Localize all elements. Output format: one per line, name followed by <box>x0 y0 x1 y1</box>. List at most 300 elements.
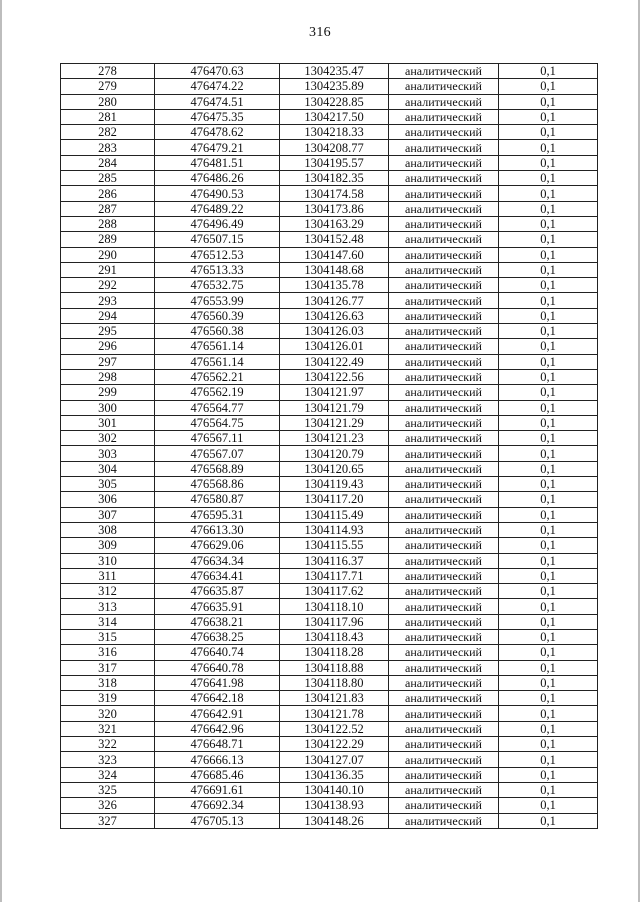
method-cell: аналитический <box>389 94 499 109</box>
accuracy-cell: 0,1 <box>499 216 598 231</box>
table-row <box>61 400 598 415</box>
accuracy-cell: 0,1 <box>499 232 598 247</box>
accuracy-cell: 0,1 <box>499 752 598 767</box>
y-coordinate-cell: 1304118.80 <box>280 675 389 690</box>
x-coordinate-cell: 476568.89 <box>155 461 280 476</box>
table-row <box>61 568 598 583</box>
point-number-cell: 302 <box>61 431 155 446</box>
method-cell: аналитический <box>389 216 499 231</box>
accuracy-cell: 0,1 <box>499 492 598 507</box>
point-number-cell: 281 <box>61 109 155 124</box>
page-number: 316 <box>309 25 331 40</box>
table-row <box>61 553 598 568</box>
y-coordinate-cell: 1304114.93 <box>280 522 389 537</box>
method-cell: аналитический <box>389 446 499 461</box>
x-coordinate-cell: 476691.61 <box>155 782 280 797</box>
accuracy-cell: 0,1 <box>499 64 598 79</box>
table-row <box>61 522 598 537</box>
point-number-cell: 306 <box>61 492 155 507</box>
x-coordinate-cell: 476489.22 <box>155 201 280 216</box>
accuracy-cell: 0,1 <box>499 94 598 109</box>
x-coordinate-cell: 476532.75 <box>155 278 280 293</box>
table-row <box>61 645 598 660</box>
y-coordinate-cell: 1304119.43 <box>280 477 389 492</box>
y-coordinate-cell: 1304121.23 <box>280 431 389 446</box>
accuracy-cell: 0,1 <box>499 629 598 644</box>
y-coordinate-cell: 1304235.47 <box>280 64 389 79</box>
y-coordinate-cell: 1304174.58 <box>280 186 389 201</box>
x-coordinate-cell: 476640.78 <box>155 660 280 675</box>
method-cell: аналитический <box>389 140 499 155</box>
accuracy-cell: 0,1 <box>499 262 598 277</box>
x-coordinate-cell: 476634.41 <box>155 568 280 583</box>
accuracy-cell: 0,1 <box>499 645 598 660</box>
point-number-cell: 303 <box>61 446 155 461</box>
point-number-cell: 301 <box>61 415 155 430</box>
y-coordinate-cell: 1304195.57 <box>280 155 389 170</box>
table-row <box>61 140 598 155</box>
point-number-cell: 322 <box>61 737 155 752</box>
x-coordinate-cell: 476567.11 <box>155 431 280 446</box>
method-cell: аналитический <box>389 691 499 706</box>
y-coordinate-cell: 1304208.77 <box>280 140 389 155</box>
y-coordinate-cell: 1304182.35 <box>280 171 389 186</box>
table-row <box>61 109 598 124</box>
y-coordinate-cell: 1304117.71 <box>280 568 389 583</box>
table-row <box>61 415 598 430</box>
x-coordinate-cell: 476635.91 <box>155 599 280 614</box>
method-cell: аналитический <box>389 782 499 797</box>
method-cell: аналитический <box>389 109 499 124</box>
accuracy-cell: 0,1 <box>499 706 598 721</box>
x-coordinate-cell: 476490.53 <box>155 186 280 201</box>
table-row <box>61 798 598 813</box>
accuracy-cell: 0,1 <box>499 798 598 813</box>
y-coordinate-cell: 1304152.48 <box>280 232 389 247</box>
point-number-cell: 327 <box>61 813 155 828</box>
table-row <box>61 247 598 262</box>
point-number-cell: 285 <box>61 171 155 186</box>
table-row <box>61 813 598 828</box>
point-number-cell: 315 <box>61 629 155 644</box>
x-coordinate-cell: 476705.13 <box>155 813 280 828</box>
accuracy-cell: 0,1 <box>499 461 598 476</box>
accuracy-cell: 0,1 <box>499 538 598 553</box>
accuracy-cell: 0,1 <box>499 171 598 186</box>
table-row <box>61 64 598 79</box>
x-coordinate-cell: 476478.62 <box>155 125 280 140</box>
x-coordinate-cell: 476564.75 <box>155 415 280 430</box>
table-row <box>61 599 598 614</box>
y-coordinate-cell: 1304138.93 <box>280 798 389 813</box>
accuracy-cell: 0,1 <box>499 385 598 400</box>
accuracy-cell: 0,1 <box>499 354 598 369</box>
x-coordinate-cell: 476512.53 <box>155 247 280 262</box>
method-cell: аналитический <box>389 431 499 446</box>
accuracy-cell: 0,1 <box>499 369 598 384</box>
method-cell: аналитический <box>389 706 499 721</box>
table-row <box>61 308 598 323</box>
accuracy-cell: 0,1 <box>499 415 598 430</box>
y-coordinate-cell: 1304126.03 <box>280 324 389 339</box>
point-number-cell: 317 <box>61 660 155 675</box>
table-row <box>61 171 598 186</box>
point-number-cell: 289 <box>61 232 155 247</box>
accuracy-cell: 0,1 <box>499 553 598 568</box>
method-cell: аналитический <box>389 247 499 262</box>
point-number-cell: 290 <box>61 247 155 262</box>
table-row <box>61 477 598 492</box>
x-coordinate-cell: 476553.99 <box>155 293 280 308</box>
point-number-cell: 279 <box>61 79 155 94</box>
accuracy-cell: 0,1 <box>499 721 598 736</box>
y-coordinate-cell: 1304121.79 <box>280 400 389 415</box>
x-coordinate-cell: 476642.91 <box>155 706 280 721</box>
method-cell: аналитический <box>389 568 499 583</box>
accuracy-cell: 0,1 <box>499 308 598 323</box>
accuracy-cell: 0,1 <box>499 477 598 492</box>
accuracy-cell: 0,1 <box>499 79 598 94</box>
x-coordinate-cell: 476641.98 <box>155 675 280 690</box>
point-number-cell: 318 <box>61 675 155 690</box>
table-row <box>61 492 598 507</box>
x-coordinate-cell: 476479.21 <box>155 140 280 155</box>
x-coordinate-cell: 476561.14 <box>155 339 280 354</box>
point-number-cell: 287 <box>61 201 155 216</box>
y-coordinate-cell: 1304118.10 <box>280 599 389 614</box>
method-cell: аналитический <box>389 339 499 354</box>
method-cell: аналитический <box>389 400 499 415</box>
table-row <box>61 431 598 446</box>
y-coordinate-cell: 1304118.43 <box>280 629 389 644</box>
y-coordinate-cell: 1304126.77 <box>280 293 389 308</box>
x-coordinate-cell: 476685.46 <box>155 767 280 782</box>
accuracy-cell: 0,1 <box>499 278 598 293</box>
coordinates-table-body <box>61 64 598 829</box>
method-cell: аналитический <box>389 155 499 170</box>
method-cell: аналитический <box>389 201 499 216</box>
x-coordinate-cell: 476470.63 <box>155 64 280 79</box>
accuracy-cell: 0,1 <box>499 109 598 124</box>
y-coordinate-cell: 1304127.07 <box>280 752 389 767</box>
table-row <box>61 369 598 384</box>
y-coordinate-cell: 1304122.49 <box>280 354 389 369</box>
accuracy-cell: 0,1 <box>499 614 598 629</box>
y-coordinate-cell: 1304120.79 <box>280 446 389 461</box>
method-cell: аналитический <box>389 614 499 629</box>
y-coordinate-cell: 1304228.85 <box>280 94 389 109</box>
table-row <box>61 125 598 140</box>
y-coordinate-cell: 1304117.96 <box>280 614 389 629</box>
y-coordinate-cell: 1304148.68 <box>280 262 389 277</box>
accuracy-cell: 0,1 <box>499 339 598 354</box>
accuracy-cell: 0,1 <box>499 675 598 690</box>
y-coordinate-cell: 1304135.78 <box>280 278 389 293</box>
x-coordinate-cell: 476692.34 <box>155 798 280 813</box>
point-number-cell: 312 <box>61 584 155 599</box>
x-coordinate-cell: 476642.96 <box>155 721 280 736</box>
y-coordinate-cell: 1304122.52 <box>280 721 389 736</box>
y-coordinate-cell: 1304115.49 <box>280 507 389 522</box>
accuracy-cell: 0,1 <box>499 660 598 675</box>
x-coordinate-cell: 476648.71 <box>155 737 280 752</box>
table-row <box>61 706 598 721</box>
method-cell: аналитический <box>389 752 499 767</box>
method-cell: аналитический <box>389 232 499 247</box>
method-cell: аналитический <box>389 538 499 553</box>
point-number-cell: 325 <box>61 782 155 797</box>
table-row <box>61 278 598 293</box>
x-coordinate-cell: 476580.87 <box>155 492 280 507</box>
method-cell: аналитический <box>389 461 499 476</box>
y-coordinate-cell: 1304126.63 <box>280 308 389 323</box>
accuracy-cell: 0,1 <box>499 767 598 782</box>
table-row <box>61 767 598 782</box>
point-number-cell: 278 <box>61 64 155 79</box>
table-row <box>61 782 598 797</box>
table-row <box>61 752 598 767</box>
method-cell: аналитический <box>389 522 499 537</box>
method-cell: аналитический <box>389 721 499 736</box>
accuracy-cell: 0,1 <box>499 813 598 828</box>
x-coordinate-cell: 476562.19 <box>155 385 280 400</box>
y-coordinate-cell: 1304163.29 <box>280 216 389 231</box>
table-row <box>61 538 598 553</box>
point-number-cell: 295 <box>61 324 155 339</box>
method-cell: аналитический <box>389 675 499 690</box>
table-row <box>61 461 598 476</box>
table-row <box>61 737 598 752</box>
x-coordinate-cell: 476561.14 <box>155 354 280 369</box>
point-number-cell: 319 <box>61 691 155 706</box>
point-number-cell: 309 <box>61 538 155 553</box>
accuracy-cell: 0,1 <box>499 584 598 599</box>
x-coordinate-cell: 476595.31 <box>155 507 280 522</box>
x-coordinate-cell: 476640.74 <box>155 645 280 660</box>
method-cell: аналитический <box>389 262 499 277</box>
method-cell: аналитический <box>389 599 499 614</box>
point-number-cell: 294 <box>61 308 155 323</box>
table-row <box>61 324 598 339</box>
table-row <box>61 262 598 277</box>
scan-edge-left <box>0 0 2 902</box>
point-number-cell: 314 <box>61 614 155 629</box>
method-cell: аналитический <box>389 584 499 599</box>
x-coordinate-cell: 476568.86 <box>155 477 280 492</box>
method-cell: аналитический <box>389 660 499 675</box>
y-coordinate-cell: 1304140.10 <box>280 782 389 797</box>
point-number-cell: 320 <box>61 706 155 721</box>
x-coordinate-cell: 476474.51 <box>155 94 280 109</box>
x-coordinate-cell: 476560.38 <box>155 324 280 339</box>
point-number-cell: 283 <box>61 140 155 155</box>
table-row <box>61 216 598 231</box>
y-coordinate-cell: 1304118.88 <box>280 660 389 675</box>
accuracy-cell: 0,1 <box>499 155 598 170</box>
method-cell: аналитический <box>389 492 499 507</box>
y-coordinate-cell: 1304121.78 <box>280 706 389 721</box>
y-coordinate-cell: 1304148.26 <box>280 813 389 828</box>
accuracy-cell: 0,1 <box>499 446 598 461</box>
y-coordinate-cell: 1304116.37 <box>280 553 389 568</box>
x-coordinate-cell: 476629.06 <box>155 538 280 553</box>
x-coordinate-cell: 476638.21 <box>155 614 280 629</box>
table-row <box>61 186 598 201</box>
accuracy-cell: 0,1 <box>499 324 598 339</box>
point-number-cell: 284 <box>61 155 155 170</box>
y-coordinate-cell: 1304117.20 <box>280 492 389 507</box>
accuracy-cell: 0,1 <box>499 522 598 537</box>
method-cell: аналитический <box>389 64 499 79</box>
point-number-cell: 291 <box>61 262 155 277</box>
y-coordinate-cell: 1304115.55 <box>280 538 389 553</box>
method-cell: аналитический <box>389 171 499 186</box>
method-cell: аналитический <box>389 415 499 430</box>
point-number-cell: 310 <box>61 553 155 568</box>
y-coordinate-cell: 1304136.35 <box>280 767 389 782</box>
y-coordinate-cell: 1304126.01 <box>280 339 389 354</box>
method-cell: аналитический <box>389 385 499 400</box>
method-cell: аналитический <box>389 553 499 568</box>
x-coordinate-cell: 476475.35 <box>155 109 280 124</box>
method-cell: аналитический <box>389 369 499 384</box>
method-cell: аналитический <box>389 308 499 323</box>
method-cell: аналитический <box>389 354 499 369</box>
x-coordinate-cell: 476567.07 <box>155 446 280 461</box>
point-number-cell: 282 <box>61 125 155 140</box>
accuracy-cell: 0,1 <box>499 507 598 522</box>
accuracy-cell: 0,1 <box>499 247 598 262</box>
point-number-cell: 305 <box>61 477 155 492</box>
table-row <box>61 675 598 690</box>
point-number-cell: 308 <box>61 522 155 537</box>
accuracy-cell: 0,1 <box>499 599 598 614</box>
table-row <box>61 629 598 644</box>
x-coordinate-cell: 476666.13 <box>155 752 280 767</box>
accuracy-cell: 0,1 <box>499 431 598 446</box>
x-coordinate-cell: 476513.33 <box>155 262 280 277</box>
x-coordinate-cell: 476635.87 <box>155 584 280 599</box>
y-coordinate-cell: 1304217.50 <box>280 109 389 124</box>
point-number-cell: 304 <box>61 461 155 476</box>
table-row <box>61 584 598 599</box>
x-coordinate-cell: 476474.22 <box>155 79 280 94</box>
x-coordinate-cell: 476564.77 <box>155 400 280 415</box>
table-row <box>61 79 598 94</box>
table-row <box>61 507 598 522</box>
point-number-cell: 300 <box>61 400 155 415</box>
y-coordinate-cell: 1304122.56 <box>280 369 389 384</box>
y-coordinate-cell: 1304235.89 <box>280 79 389 94</box>
table-row <box>61 155 598 170</box>
method-cell: аналитический <box>389 813 499 828</box>
point-number-cell: 313 <box>61 599 155 614</box>
accuracy-cell: 0,1 <box>499 782 598 797</box>
x-coordinate-cell: 476642.18 <box>155 691 280 706</box>
method-cell: аналитический <box>389 645 499 660</box>
y-coordinate-cell: 1304117.62 <box>280 584 389 599</box>
point-number-cell: 288 <box>61 216 155 231</box>
x-coordinate-cell: 476496.49 <box>155 216 280 231</box>
table-row <box>61 446 598 461</box>
y-coordinate-cell: 1304218.33 <box>280 125 389 140</box>
method-cell: аналитический <box>389 737 499 752</box>
accuracy-cell: 0,1 <box>499 400 598 415</box>
method-cell: аналитический <box>389 293 499 308</box>
x-coordinate-cell: 476486.26 <box>155 171 280 186</box>
accuracy-cell: 0,1 <box>499 568 598 583</box>
method-cell: аналитический <box>389 798 499 813</box>
method-cell: аналитический <box>389 125 499 140</box>
point-number-cell: 316 <box>61 645 155 660</box>
accuracy-cell: 0,1 <box>499 691 598 706</box>
point-number-cell: 293 <box>61 293 155 308</box>
point-number-cell: 299 <box>61 385 155 400</box>
x-coordinate-cell: 476481.51 <box>155 155 280 170</box>
method-cell: аналитический <box>389 767 499 782</box>
table-row <box>61 614 598 629</box>
x-coordinate-cell: 476560.39 <box>155 308 280 323</box>
table-row <box>61 201 598 216</box>
table-row <box>61 94 598 109</box>
point-number-cell: 286 <box>61 186 155 201</box>
y-coordinate-cell: 1304173.86 <box>280 201 389 216</box>
point-number-cell: 326 <box>61 798 155 813</box>
y-coordinate-cell: 1304120.65 <box>280 461 389 476</box>
y-coordinate-cell: 1304147.60 <box>280 247 389 262</box>
table-row <box>61 354 598 369</box>
method-cell: аналитический <box>389 507 499 522</box>
accuracy-cell: 0,1 <box>499 201 598 216</box>
point-number-cell: 292 <box>61 278 155 293</box>
table-row <box>61 339 598 354</box>
table-row <box>61 691 598 706</box>
y-coordinate-cell: 1304121.97 <box>280 385 389 400</box>
x-coordinate-cell: 476634.34 <box>155 553 280 568</box>
y-coordinate-cell: 1304122.29 <box>280 737 389 752</box>
x-coordinate-cell: 476562.21 <box>155 369 280 384</box>
accuracy-cell: 0,1 <box>499 186 598 201</box>
y-coordinate-cell: 1304121.83 <box>280 691 389 706</box>
point-number-cell: 297 <box>61 354 155 369</box>
accuracy-cell: 0,1 <box>499 125 598 140</box>
point-number-cell: 311 <box>61 568 155 583</box>
coordinates-table <box>60 63 598 829</box>
point-number-cell: 307 <box>61 507 155 522</box>
accuracy-cell: 0,1 <box>499 293 598 308</box>
method-cell: аналитический <box>389 629 499 644</box>
method-cell: аналитический <box>389 79 499 94</box>
method-cell: аналитический <box>389 278 499 293</box>
method-cell: аналитический <box>389 324 499 339</box>
table-row <box>61 385 598 400</box>
method-cell: аналитический <box>389 186 499 201</box>
table-row <box>61 293 598 308</box>
x-coordinate-cell: 476638.25 <box>155 629 280 644</box>
point-number-cell: 296 <box>61 339 155 354</box>
point-number-cell: 323 <box>61 752 155 767</box>
table-row <box>61 660 598 675</box>
y-coordinate-cell: 1304118.28 <box>280 645 389 660</box>
table-row <box>61 232 598 247</box>
point-number-cell: 298 <box>61 369 155 384</box>
accuracy-cell: 0,1 <box>499 737 598 752</box>
x-coordinate-cell: 476613.30 <box>155 522 280 537</box>
accuracy-cell: 0,1 <box>499 140 598 155</box>
y-coordinate-cell: 1304121.29 <box>280 415 389 430</box>
point-number-cell: 321 <box>61 721 155 736</box>
method-cell: аналитический <box>389 477 499 492</box>
